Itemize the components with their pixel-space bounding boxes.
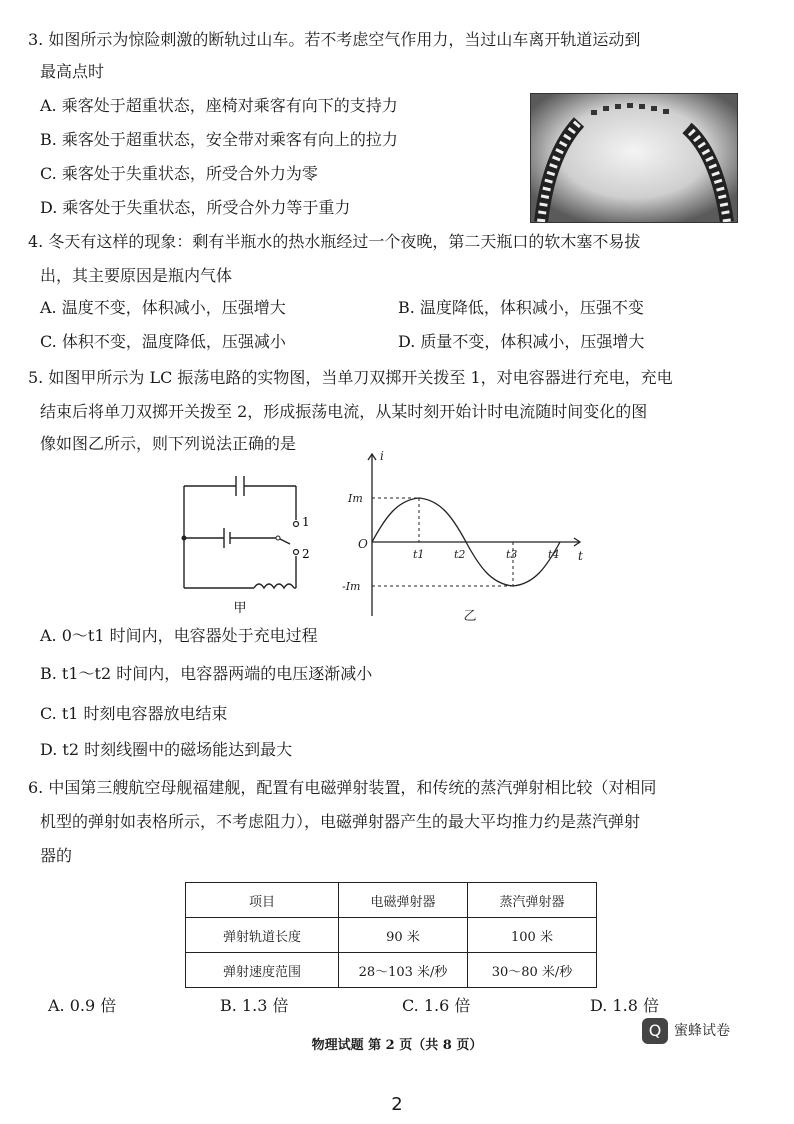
- lc-circuit-diagram: [170, 466, 320, 626]
- tick-t4: t4: [548, 548, 560, 561]
- q4-option-c: C. 体积不变，温度降低，压强减小: [40, 332, 286, 351]
- q4-option-a: A. 温度不变，体积减小，压强增大: [40, 298, 286, 317]
- q4-stem-line2: 出，其主要原因是瓶内气体: [40, 266, 233, 285]
- page-footer-title: 物理试题 第 2 页（共 8 页）: [311, 1038, 483, 1053]
- watermark: [642, 1018, 730, 1044]
- q3-option-b: B. 乘客处于超重状态，安全带对乘客有向上的拉力: [40, 130, 398, 149]
- q3-option-d: D. 乘客处于失重状态，所受合外力等于重力: [40, 198, 351, 217]
- current-time-graph: [342, 448, 592, 628]
- switch-terminal-1: 1: [302, 515, 310, 529]
- tick-t2: t2: [454, 548, 466, 561]
- y-axis-label: i: [380, 449, 384, 463]
- q3-option-c: C. 乘客处于失重状态，所受合外力为零: [40, 164, 318, 183]
- table-cell: 28～103 米/秒: [339, 953, 468, 988]
- q4-option-b: B. 温度降低，体积减小，压强不变: [398, 298, 644, 317]
- table-header-cell: 电磁弹射器: [339, 883, 468, 918]
- switch-terminal-2: 2: [302, 547, 310, 561]
- q4-option-d: D. 质量不变，体积减小，压强增大: [398, 332, 645, 351]
- table-cell: 90 米: [339, 918, 468, 953]
- table-header-cell: 蒸汽弹射器: [468, 883, 597, 918]
- q6-option-c: C. 1.6 倍: [402, 996, 471, 1015]
- q6-stem-line3: 器的: [40, 846, 73, 865]
- table-cell: 弹射速度范围: [186, 953, 339, 988]
- table-header-row: [186, 883, 597, 918]
- figure-a-caption: 甲: [233, 601, 247, 616]
- q3-option-a: A. 乘客处于超重状态，座椅对乘客有向下的支持力: [40, 96, 398, 115]
- watermark-text: 蜜蜂试卷: [674, 1023, 730, 1039]
- figure-b-caption: 乙: [463, 609, 477, 624]
- q6-option-b: B. 1.3 倍: [220, 996, 289, 1015]
- table-cell: 100 米: [468, 918, 597, 953]
- table-row: [186, 918, 597, 953]
- q5-option-d: D. t2 时刻线圈中的磁场能达到最大: [40, 740, 293, 759]
- tick-t1: t1: [413, 548, 425, 561]
- tick-t3: t3: [506, 548, 518, 561]
- q5-stem-line1: 5. 如图甲所示为 LC 振荡电路的实物图，当单刀双掷开关拨至 1，对电容器进行充电，充电: [28, 368, 673, 387]
- im-positive-label: Im: [348, 492, 363, 505]
- watermark-logo-icon: Q: [642, 1018, 668, 1044]
- roller-coaster-photo: [530, 93, 738, 223]
- catapult-comparison-table: [185, 882, 597, 988]
- q5-option-c: C. t1 时刻电容器放电结束: [40, 704, 228, 723]
- table-header-cell: 项目: [186, 883, 339, 918]
- q6-option-d: D. 1.8 倍: [590, 996, 659, 1015]
- q3-stem-line1: 3. 如图所示为惊险刺激的断轨过山车。若不考虑空气作用力，当过山车离开轨道运动到: [28, 30, 641, 49]
- table-row: [186, 953, 597, 988]
- q5-stem-line3: 像如图乙所示，则下列说法正确的是: [40, 434, 297, 453]
- q4-stem-line1: 4. 冬天有这样的现象：剩有半瓶水的热水瓶经过一个夜晚，第二天瓶口的软木塞不易拔: [28, 232, 641, 251]
- table-cell: 30～80 米/秒: [468, 953, 597, 988]
- q5-stem-line2: 结束后将单刀双掷开关拨至 2，形成振荡电流，从某时刻开始计时电流随时间变化的图: [40, 402, 648, 421]
- q3-stem-line2: 最高点时: [40, 62, 105, 81]
- q5-option-a: A. 0～t1 时间内，电容器处于充电过程: [40, 626, 318, 645]
- x-axis-label: t: [578, 549, 583, 563]
- q6-option-a: A. 0.9 倍: [48, 996, 117, 1015]
- table-cell: 弹射轨道长度: [186, 918, 339, 953]
- q6-stem-line1: 6. 中国第三艘航空母舰福建舰，配置有电磁弹射装置，和传统的蒸汽弹射相比较（对相同: [28, 778, 657, 797]
- origin-label: O: [358, 537, 368, 551]
- q6-stem-line2: 机型的弹射如表格所示，不考虑阻力），电磁弹射器产生的最大平均推力约是蒸汽弹射: [40, 812, 641, 831]
- q5-option-b: B. t1～t2 时间内，电容器两端的电压逐渐减小: [40, 664, 373, 683]
- page-number: 2: [391, 1094, 403, 1115]
- im-negative-label: -Im: [342, 580, 361, 593]
